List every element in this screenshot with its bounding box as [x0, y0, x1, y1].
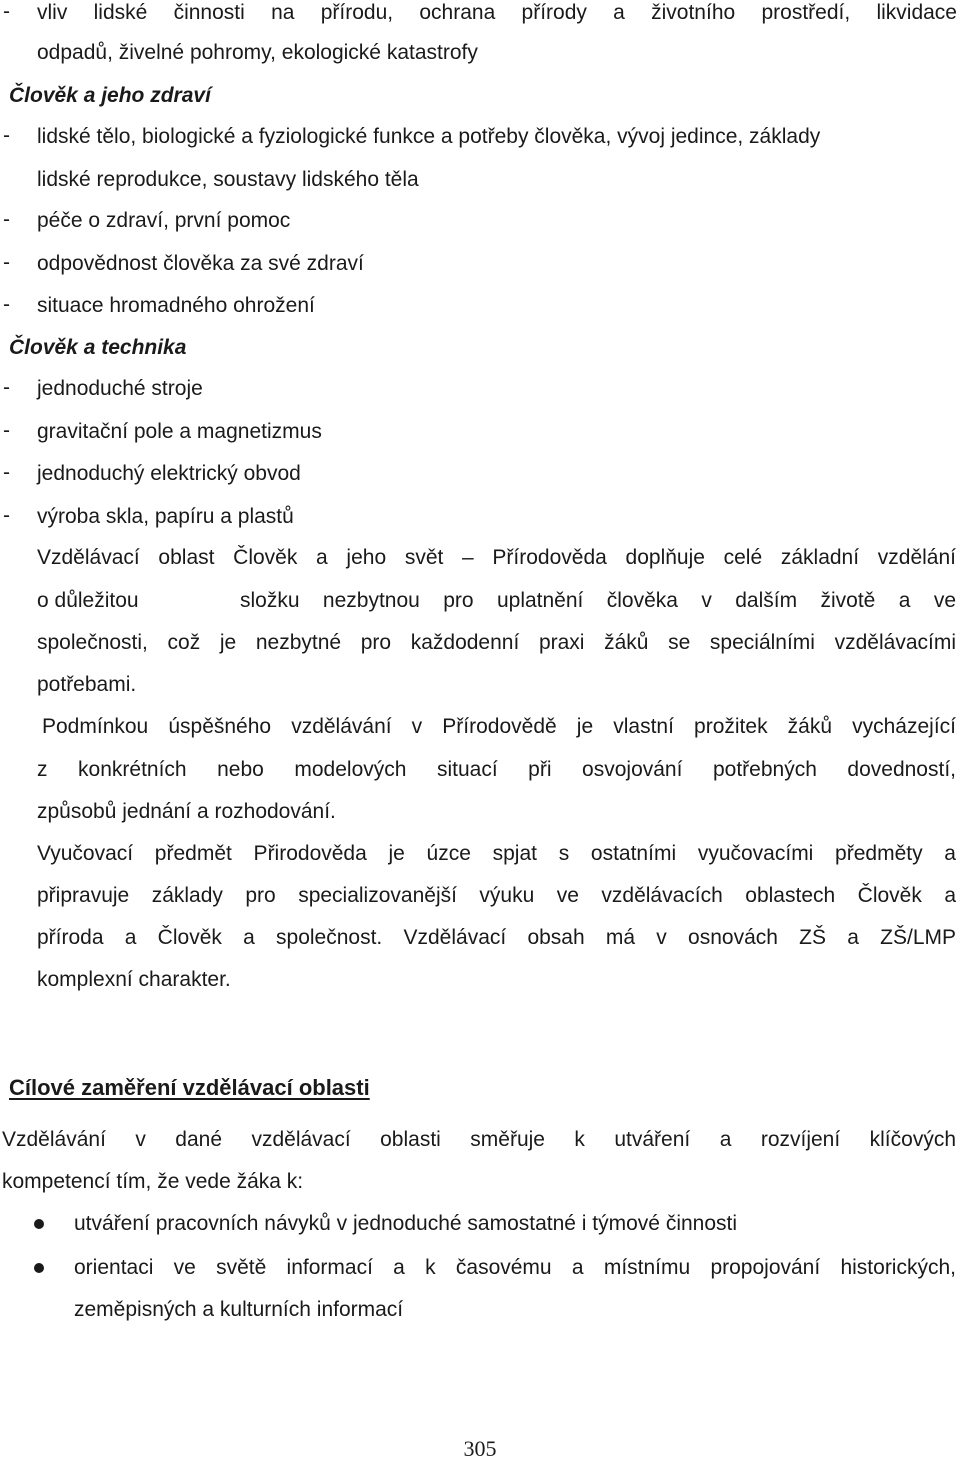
- list-item-text: odpovědnost člověka za své zdraví: [37, 252, 364, 275]
- dash-marker: -: [3, 251, 10, 274]
- dash-marker: -: [3, 0, 10, 23]
- section-heading: Člověk a technika: [9, 336, 187, 359]
- bullet-icon: [34, 1219, 44, 1229]
- dash-marker: -: [3, 504, 10, 527]
- bullet-icon: [34, 1263, 44, 1273]
- bullet-item-text: utváření pracovních návyků v jednoduché samostatné i týmové činnosti: [74, 1212, 738, 1235]
- paragraph-line: z konkrétních nebo modelových situací při osvojování potřebných dovedností,: [37, 758, 956, 781]
- list-item-text: lidské reprodukce, soustavy lidského těla: [37, 168, 419, 191]
- list-item-text: výroba skla, papíru a plastů: [37, 505, 294, 528]
- list-item-text: lidské tělo, biologické a fyziologické funkce a potřeby člověka, vývoj jedince, základy: [37, 125, 821, 148]
- paragraph-line: Vyučovací předmět Přirodověda je úzce spjat s ostatními vyučovacími předměty a: [37, 842, 956, 865]
- section-title: Cílové zaměření vzdělávací oblasti: [9, 1075, 370, 1100]
- list-item-text: vliv lidské činnosti na přírodu, ochrana přírody a životního prostředí, likvidace: [37, 1, 957, 24]
- paragraph-line: složku nezbytnou pro uplatnění člověka v dalším životě a ve: [240, 589, 956, 612]
- dash-marker: -: [3, 208, 10, 231]
- list-item-text: jednoduché stroje: [37, 377, 203, 400]
- dash-marker: -: [3, 419, 10, 442]
- page-number: 305: [463, 1436, 497, 1461]
- list-item-text: gravitační pole a magnetizmus: [37, 420, 322, 443]
- paragraph-line: Vzdělávání v dané vzdělávací oblasti směřuje k utváření a rozvíjení klíčových: [2, 1128, 956, 1151]
- bullet-item-text: orientaci ve světě informací a k časovému a místnímu propojování historických,: [74, 1256, 956, 1279]
- section-heading: Člověk a jeho zdraví: [9, 84, 211, 107]
- paragraph-line: příroda a Člověk a společnost. Vzdělávací obsah má v osnovách ZŠ a ZŠ/LMP: [37, 926, 956, 949]
- list-item-text: odpadů, živelné pohromy, ekologické katastrofy: [37, 41, 478, 64]
- list-item-text: jednoduchý elektrický obvod: [37, 462, 301, 485]
- paragraph-line: kompetencí tím, že vede žáka k:: [2, 1170, 304, 1193]
- dash-marker: -: [3, 124, 10, 147]
- paragraph-line: Vzdělávací oblast Člověk a jeho svět – Přírodověda doplňuje celé základní vzdělání: [37, 546, 956, 569]
- paragraph-line: potřebami.: [37, 673, 137, 696]
- paragraph-line: Podmínkou úspěšného vzdělávání v Přírodovědě je vlastní prožitek žáků vycházející: [42, 715, 956, 738]
- dash-marker: -: [3, 461, 10, 484]
- paragraph-line: společnosti, což je nezbytné pro každodenní praxi žáků se speciálními vzdělávacími: [37, 631, 956, 654]
- dash-marker: -: [3, 293, 10, 316]
- list-item-text: situace hromadného ohrožení: [37, 294, 315, 317]
- paragraph-line: o důležitou: [37, 589, 139, 612]
- paragraph-line: způsobů jednání a rozhodování.: [37, 800, 336, 823]
- dash-marker: -: [3, 376, 10, 399]
- bullet-item-text: zeměpisných a kulturních informací: [74, 1298, 404, 1321]
- list-item-text: péče o zdraví, první pomoc: [37, 209, 291, 232]
- paragraph-line: komplexní charakter.: [37, 968, 231, 991]
- paragraph-line: připravuje základy pro specializovanější výuku ve vzdělávacích oblastech Člověk a: [37, 884, 956, 907]
